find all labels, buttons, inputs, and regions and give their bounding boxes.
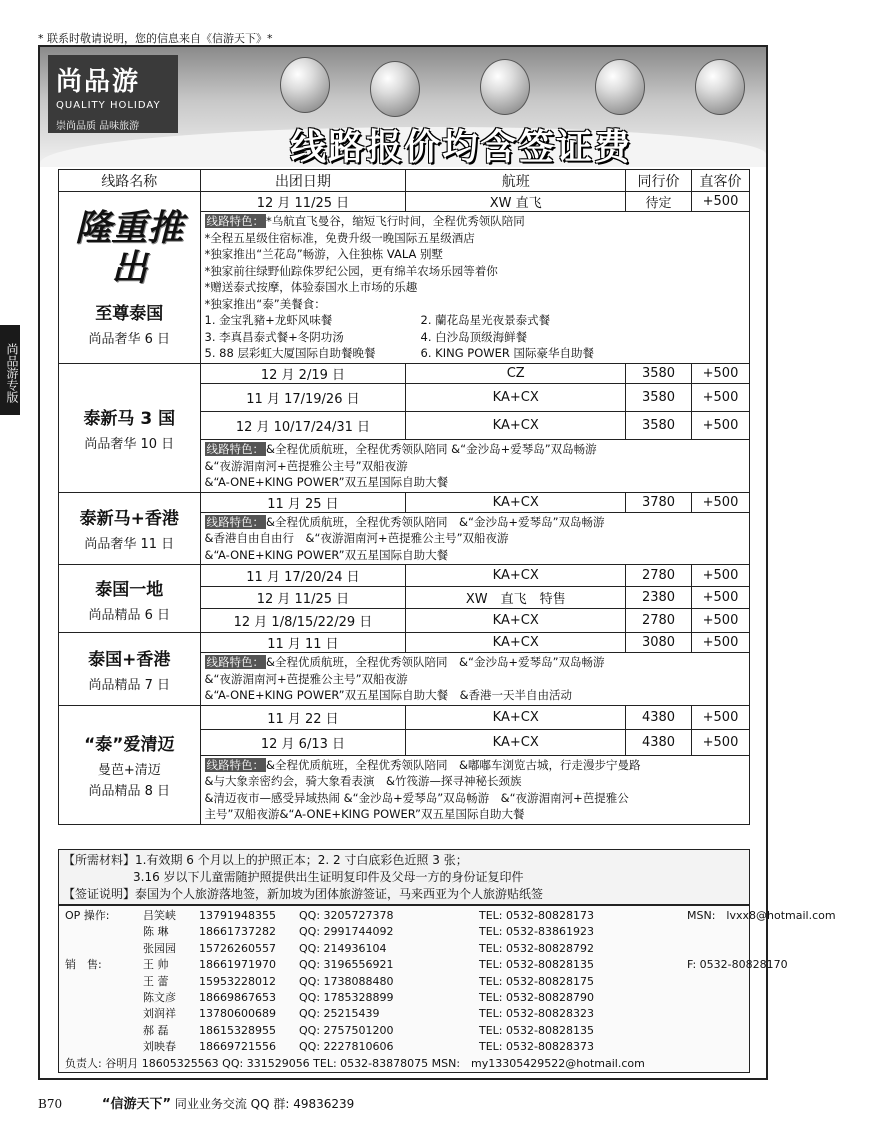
contacts-box [58, 905, 836, 1073]
headline: 线路报价均含签证费 [290, 126, 633, 168]
flight: KA+CX [406, 492, 626, 512]
departure-date: 12 月 11/25 日 [200, 192, 406, 212]
direct-price: +500 [692, 412, 750, 440]
logo-slogan: 崇尚品质 品味旅游 [56, 121, 140, 132]
contact-row [65, 1039, 743, 1055]
route-cell [59, 364, 201, 493]
contact-name: 刘映春 [143, 1040, 176, 1054]
contact-role [65, 924, 143, 940]
contact-extra [687, 974, 887, 990]
price-table [58, 169, 750, 825]
feature-line: &清迈夜市—感受异域热闹 &“金沙岛+爱琴岛”双岛畅游 &“夜游湄南河+芭提雅公 [204, 790, 629, 805]
contact-tel: TEL: 0532-80828175 [479, 974, 594, 988]
snow-globe-icon [480, 59, 530, 115]
contact-extra: F: 0532-80828170 [687, 958, 788, 972]
contact-extra [687, 941, 887, 957]
meal-item: 4. 白沙岛顶级海鲜餐 [420, 329, 528, 344]
meal-item: 2. 蘭花岛星光夜景泰式餐 [420, 313, 551, 327]
requirement-line: 3.16 岁以下儿童需随护照提供出生证明复印件及父母一方的身份证复印件 [133, 870, 524, 884]
contact-qq: QQ: 2991744092 [299, 925, 394, 939]
feature-line: &全程优质航班，全程优秀领队陪同 &“金沙岛+爱琴岛”双岛畅游 [266, 514, 605, 529]
contact-role [65, 941, 143, 957]
logo-name: 尚品游 [56, 67, 141, 97]
contact-extra [687, 1023, 887, 1039]
flight: KA+CX [406, 412, 626, 440]
route-features [200, 512, 749, 565]
contact-phone: 18669867653 [199, 991, 276, 1005]
direct-price: +500 [692, 565, 750, 587]
table-row [59, 492, 750, 512]
peer-price: 4380 [626, 705, 692, 729]
contact-role [65, 990, 143, 1006]
meal-item: 3. 李真昌泰式餐+冬阴功汤 [204, 329, 344, 344]
col-route: 线路名称 [59, 170, 201, 192]
contact-tel: TEL: 0532-80828323 [479, 1007, 594, 1021]
feature-line: &“A-ONE+KING POWER”双五星国际自助大餐 [204, 547, 449, 562]
contact-row [65, 957, 788, 973]
direct-price: +500 [692, 729, 750, 755]
departure-date: 11 月 22 日 [200, 705, 406, 729]
contact-extra [687, 924, 887, 940]
peer-price: 3780 [626, 492, 692, 512]
logo-en: QUALITY HOLIDAY [56, 100, 161, 111]
contact-extra [687, 990, 887, 1006]
direct-price: +500 [692, 633, 750, 653]
meal-item: 5. 88 层彩虹大厦国际自助餐晚餐 [204, 346, 376, 360]
contact-name: 吕笑峡 [143, 909, 176, 922]
contact-role [65, 1023, 143, 1039]
route-sub: 尚品奢华 11 日 [84, 537, 175, 553]
direct-price: +500 [692, 364, 750, 384]
contact-qq: QQ: 3205727378 [299, 909, 394, 922]
meal-list [205, 312, 745, 362]
contact-qq: QQ: 1785328899 [299, 991, 394, 1005]
feature-tag: 线路特色： [206, 214, 265, 228]
route-name: 泰新马+香港 [79, 509, 179, 530]
brochure-frame [38, 45, 836, 1080]
contact-row [65, 941, 743, 957]
route-name: 泰国+香港 [88, 649, 171, 670]
contact-row [65, 1023, 743, 1039]
route-sub: 尚品精品 8 日 [88, 784, 171, 799]
requirement-line: 【签证说明】泰国为个人旅游落地签，新加坡为团体旅游签证，马来西亚为个人旅游贴纸签 [63, 887, 544, 901]
manager-line: 负责人: 谷明月 18605325563 QQ: 331529056 TEL: 0532-83878075 MSN: my13305429522@hotmail.com [65, 1056, 645, 1070]
feature-line: &“A-ONE+KING POWER”双五星国际自助大餐 [204, 475, 449, 489]
peer-price: 2380 [626, 587, 692, 609]
contact-tel: TEL: 0532-80828792 [479, 941, 594, 955]
contact-extra: MSN: lvxx8@hotmail.com [687, 909, 836, 922]
contact-row [65, 1006, 743, 1022]
peer-price: 2780 [626, 565, 692, 587]
departure-date: 11 月 11 日 [200, 633, 406, 653]
feature-line: &“A-ONE+KING POWER”双五星国际自助大餐 &香港一天半自由活动 [204, 688, 573, 702]
route-name: 至尊泰国 [95, 303, 164, 324]
contact-phone: 13780600689 [199, 1007, 276, 1021]
contact-phone: 18669721556 [199, 1040, 276, 1054]
feature-line: *独家前往绿野仙踪侏罗纪公园，更有绵羊农场乐园等着你 [204, 263, 498, 278]
departure-date: 12 月 11/25 日 [200, 587, 406, 609]
contact-name: 陈文彦 [143, 991, 176, 1005]
direct-price: +500 [692, 587, 750, 609]
contact-qq: QQ: 1738088480 [299, 974, 394, 988]
contact-qq: QQ: 2757501200 [299, 1023, 394, 1037]
peer-price: 待定 [626, 192, 692, 212]
promo-text: 隆重推出 [75, 207, 184, 289]
contact-tel: TEL: 0532-80828790 [479, 991, 594, 1005]
contact-extra [687, 1006, 887, 1022]
direct-price: +500 [692, 492, 750, 512]
contact-qq: QQ: 2227810606 [299, 1040, 394, 1054]
feature-line: &“夜游湄南河+芭提雅公主号”双船夜游 [204, 458, 408, 473]
footer-brand: “信游天下” [101, 1097, 172, 1112]
route-name: “泰”爱清迈 [84, 735, 175, 755]
feature-line: &全程优质航班，全程优秀领队陪同 &“金沙岛+爱琴岛”双岛畅游 [266, 442, 597, 456]
route-cell [59, 492, 201, 565]
requirements-box [58, 849, 750, 905]
contact-tel: TEL: 0532-83861923 [479, 925, 594, 939]
feature-tag: 线路特色： [206, 442, 265, 456]
contact-phone: 15953228012 [199, 974, 276, 988]
contact-qq: QQ: 3196556921 [299, 958, 394, 972]
snow-globe-icon [370, 61, 420, 117]
departure-date: 11 月 17/20/24 日 [200, 565, 406, 587]
contact-row [65, 908, 836, 924]
feature-tag: 线路特色： [206, 514, 265, 529]
page-number: B70 [38, 1097, 63, 1111]
contact-extra [687, 1039, 887, 1055]
table-header [59, 170, 750, 192]
contact-name: 郝 磊 [143, 1023, 169, 1037]
contact-name: 刘润祥 [143, 1007, 176, 1021]
feature-line: &香港自由自由行 &“夜游湄南河+芭提雅公主号”双船夜游 [204, 531, 509, 545]
feature-line: *全程五星级住宿标准，免费升级一晚国际五星级酒店 [204, 230, 475, 245]
peer-price: 2780 [626, 609, 692, 633]
contact-name: 张园园 [143, 941, 176, 955]
logo [48, 55, 178, 133]
peer-price: 3080 [626, 633, 692, 653]
meal-item: 6. KING POWER 国际豪华自助餐 [420, 346, 595, 360]
table-row [59, 633, 750, 653]
feature-line: &全程优质航班，全程优秀领队陪同 &嘟嘟车浏览古城，行走漫步宁曼路 [266, 757, 641, 772]
feature-tag: 线路特色： [206, 655, 265, 669]
route-features [200, 755, 749, 824]
table-row [59, 565, 750, 587]
snow-globe-icon [595, 59, 645, 115]
feature-line: 主号”双船夜游&“A-ONE+KING POWER”双五星国际自助大餐 [204, 807, 525, 821]
requirement-line: 【所需材料】1.有效期 6 个月以上的护照正本；2. 2 寸白底彩色近照 3 张； [63, 853, 468, 867]
col-flight: 航班 [406, 170, 626, 192]
direct-price: +500 [692, 384, 750, 412]
snow-globe-icon [280, 57, 330, 113]
contact-role [65, 974, 143, 990]
contact-row [65, 974, 743, 990]
route-features [200, 653, 749, 706]
flight: KA+CX [406, 705, 626, 729]
contact-name: 王 蕾 [143, 974, 169, 988]
route-sub: 尚品奢华 6 日 [88, 331, 171, 347]
departure-date: 12 月 2/19 日 [200, 364, 406, 384]
feature-line: &全程优质航班，全程优秀领队陪同 &“金沙岛+爱琴岛”双岛畅游 [266, 655, 605, 669]
contact-phone: 15726260557 [199, 941, 276, 955]
contact-role: OP 操作: [65, 909, 110, 922]
contact-phone: 18661737282 [199, 925, 276, 939]
flight: KA+CX [406, 609, 626, 633]
meal-item: 1. 金宝乳豬+龙虾风味餐 [204, 313, 333, 327]
route-sub: 尚品奢华 10 日 [84, 436, 175, 452]
flight: XW 直飞 [406, 192, 626, 212]
route-cell [59, 705, 201, 824]
route-features [200, 212, 749, 364]
direct-price: +500 [692, 705, 750, 729]
feature-line: *独家推出“兰花岛”畅游，入住独栋 VALA 别墅 [204, 247, 444, 261]
feature-line: *乌航直飞曼谷，缩短飞行时间，全程优秀领队陪同 [266, 214, 525, 228]
route-name: 泰国一地 [95, 579, 164, 600]
departure-date: 11 月 25 日 [200, 492, 406, 512]
contact-name: 陈 琳 [143, 925, 169, 939]
contact-tel: TEL: 0532-80828373 [479, 1040, 594, 1054]
peer-price: 4380 [626, 729, 692, 755]
feature-line: &与大象亲密约会，骑大象看表演 &竹筏游—探寻神秘长颈族 [204, 774, 522, 788]
route-features [200, 440, 749, 493]
snow-globe-icon [695, 59, 745, 115]
route-cell [59, 633, 201, 706]
banner [40, 47, 766, 167]
flight: XW 直飞 特售 [406, 587, 626, 609]
feature-line: *赠送泰式按摩，体验泰国水上市场的乐趣 [204, 280, 418, 294]
contact-role: 销 售: [65, 958, 102, 972]
side-tab: 尚品游专版 [0, 325, 20, 415]
route-cell [59, 192, 201, 364]
flight: KA+CX [406, 565, 626, 587]
contact-qq: QQ: 214936104 [299, 941, 387, 955]
flight: KA+CX [406, 384, 626, 412]
contact-role [65, 1006, 143, 1022]
flight: KA+CX [406, 633, 626, 653]
col-direct-price: 直客价 [692, 170, 750, 192]
route-sub: 尚品精品 6 日 [88, 607, 171, 623]
contact-tel: TEL: 0532-80828135 [479, 1023, 594, 1037]
departure-date: 12 月 6/13 日 [200, 729, 406, 755]
route-sub: 曼芭+清迈 [97, 763, 161, 778]
flight: CZ [406, 364, 626, 384]
direct-price: +500 [692, 609, 750, 633]
contact-name: 王 帅 [143, 958, 169, 972]
peer-price: 3580 [626, 384, 692, 412]
table-row [59, 192, 750, 212]
footer-text: 同业业务交流 QQ 群: 49836239 [174, 1097, 355, 1111]
col-peer-price: 同行价 [626, 170, 692, 192]
departure-date: 12 月 1/8/15/22/29 日 [200, 609, 406, 633]
footer [38, 1093, 354, 1112]
contact-tel: TEL: 0532-80828135 [479, 958, 594, 972]
contact-row [65, 990, 743, 1006]
feature-tag: 线路特色： [206, 757, 265, 772]
contact-row [65, 924, 743, 940]
peer-price: 3580 [626, 412, 692, 440]
feature-line: &“夜游湄南河+芭提雅公主号”双船夜游 [204, 671, 408, 686]
feature-line: *独家推出“泰”美餐食： [204, 296, 326, 311]
contact-phone: 18661971970 [199, 958, 276, 972]
table-row [59, 364, 750, 384]
route-sub: 尚品精品 7 日 [88, 677, 171, 693]
table-row [59, 705, 750, 729]
contact-phone: 18615328955 [199, 1023, 276, 1037]
direct-price: +500 [692, 192, 750, 212]
contact-note: * 联系时敬请说明，您的信息来自《信游天下》* [38, 32, 273, 45]
contact-qq: QQ: 25215439 [299, 1007, 380, 1021]
route-cell [59, 565, 201, 633]
peer-price: 3580 [626, 364, 692, 384]
departure-date: 11 月 17/19/26 日 [200, 384, 406, 412]
contact-role [65, 1039, 143, 1055]
route-name: 泰新马 3 国 [83, 408, 176, 429]
flight: KA+CX [406, 729, 626, 755]
col-date: 出团日期 [200, 170, 406, 192]
departure-date: 12 月 10/17/24/31 日 [200, 412, 406, 440]
contact-phone: 13791948355 [199, 909, 276, 922]
contact-tel: TEL: 0532-80828173 [479, 909, 594, 922]
